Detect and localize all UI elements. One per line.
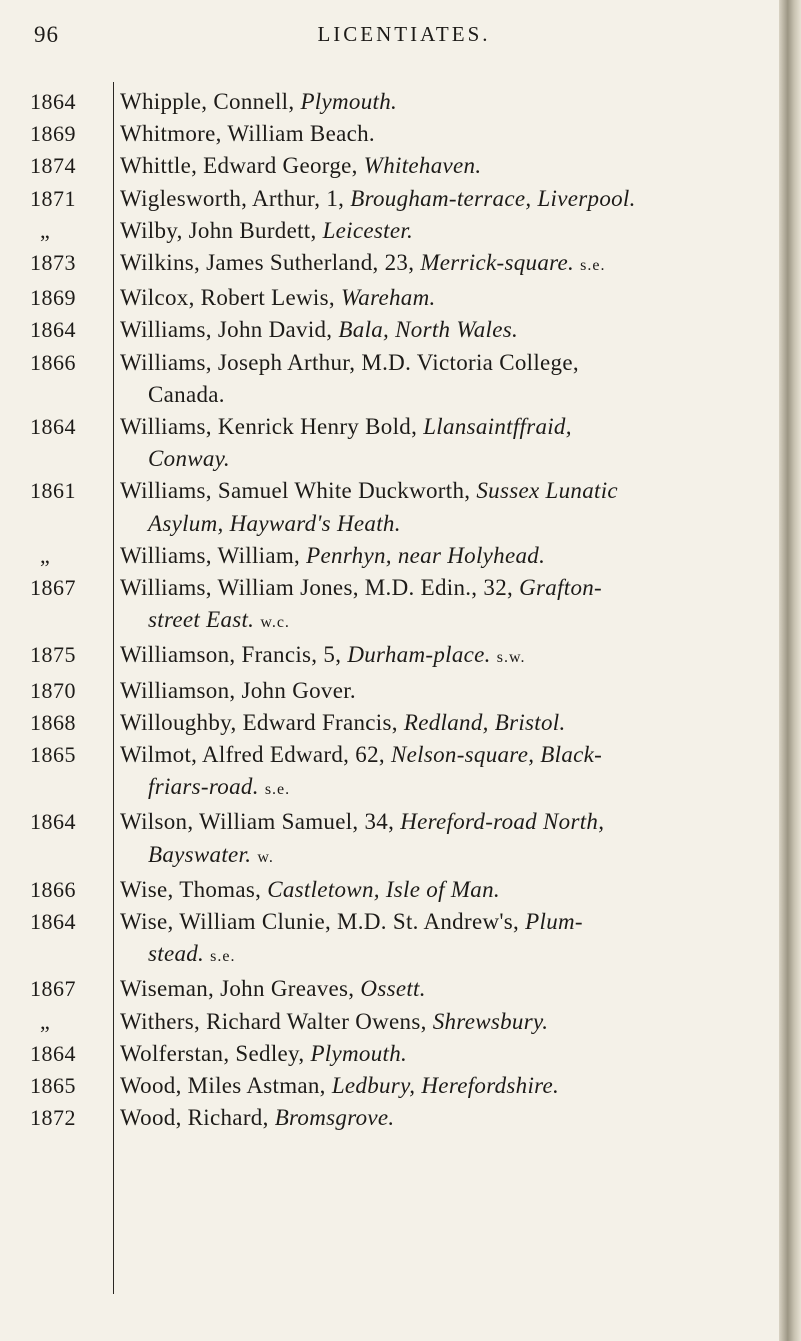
entry-name: Wood, Richard, (120, 1105, 269, 1131)
licentiates-list (30, 86, 775, 1135)
list-item (30, 247, 775, 282)
list-item (30, 411, 775, 475)
entry-name: Whipple, Connell, (120, 89, 295, 114)
entry-name: Wise, Thomas, (120, 876, 262, 902)
entry-text (120, 639, 775, 674)
entry-text (120, 282, 775, 314)
entry-name: Wolferstan, Sedley, (120, 1040, 305, 1066)
entry-district: s.w. (496, 649, 526, 667)
running-title: LICENTIATES. (317, 22, 491, 46)
entry-text (120, 411, 775, 475)
entry-text (120, 215, 775, 247)
entry-name: Williams, Kenrick Henry Bold, (120, 414, 418, 440)
entry-continuation-text: Conway. (148, 446, 230, 472)
entry-text (120, 739, 775, 806)
list-item (30, 806, 775, 873)
list-item (30, 215, 775, 247)
entry-year: 1864 (30, 809, 76, 835)
entry-text (120, 347, 775, 411)
entry-year: 1866 (30, 349, 76, 375)
entry-text (120, 572, 775, 639)
entry-year: 1861 (30, 478, 76, 504)
entry-name: Wilson, William Samuel, 34, (120, 809, 395, 835)
entry-name: Williams, Samuel White Duckworth, (120, 478, 471, 504)
list-item (30, 1038, 775, 1070)
list-item (30, 314, 775, 346)
entry-year: 1867 (30, 976, 76, 1002)
entry-name: Wilkins, James Sutherland, 23, (120, 250, 415, 276)
page-number: 96 (34, 22, 59, 47)
entry-text (120, 675, 775, 707)
list-item (30, 675, 775, 707)
entry-place: Castletown, Isle of Man. (267, 876, 500, 902)
entry-continuation (120, 771, 775, 806)
entry-year: 1870 (30, 677, 76, 703)
entry-continuation-text: street East. (148, 607, 255, 633)
entry-name: Withers, Richard Walter Owens, (120, 1008, 427, 1034)
entry-continuation (120, 379, 775, 411)
entry-text (120, 86, 775, 118)
entry-continuation (120, 839, 775, 874)
entry-place: Plymouth. (300, 89, 398, 114)
entry-district: s.e. (264, 781, 291, 799)
entry-text (120, 1006, 775, 1038)
list-item (30, 118, 775, 150)
list-item (30, 347, 775, 411)
page-header (34, 22, 774, 62)
entry-text (120, 314, 775, 346)
entry-continuation (120, 508, 775, 540)
entry-name: Wilcox, Robert Lewis, (120, 285, 335, 311)
entry-year: 1864 (30, 89, 76, 114)
page-edge (779, 0, 801, 1341)
list-item (30, 906, 775, 973)
entry-year: 1865 (30, 1073, 76, 1099)
entry-place: Hereford-road North, (400, 809, 605, 835)
entry-name: Whittle, Edward George, (120, 153, 358, 179)
entry-name: Wise, William Clunie, M.D. St. Andrew's, (120, 909, 520, 935)
entry-year: 1875 (30, 642, 76, 668)
entry-year: 1864 (30, 317, 76, 343)
entry-year: 1868 (30, 709, 76, 735)
entry-place: Wareham. (340, 285, 436, 311)
entry-name: Wiseman, John Greaves, (120, 976, 355, 1002)
entry-year: 1872 (30, 1105, 76, 1131)
entry-text (120, 1038, 775, 1070)
entry-continuation-text: friars-road. (148, 774, 259, 800)
entry-district: s.e. (580, 257, 606, 275)
list-item (30, 150, 775, 182)
entry-year: 1869 (30, 121, 76, 147)
entry-continuation-text: Bayswater. (148, 841, 252, 867)
entry-name: Wilby, John Burdett, (120, 217, 317, 243)
list-item (30, 572, 775, 639)
entry-name: Williams, Joseph Arthur, M.D. Victoria College, (120, 349, 579, 375)
list-item (30, 707, 775, 739)
entry-text (120, 874, 775, 906)
entry-year: „ (40, 217, 51, 243)
entry-district: s.e. (210, 948, 236, 966)
entry-continuation (120, 938, 775, 973)
entry-year: 1864 (30, 414, 76, 440)
entry-text (120, 707, 775, 739)
entry-place: Ossett. (360, 976, 426, 1002)
entry-year: 1873 (30, 250, 76, 276)
entry-place: Plum- (525, 909, 583, 935)
entry-continuation (120, 443, 775, 475)
entry-year: 1864 (30, 909, 76, 935)
list-item (30, 1070, 775, 1102)
entry-text (120, 247, 775, 282)
entry-text (120, 150, 775, 182)
list-item (30, 86, 775, 118)
entry-place: Brougham-terrace, Liverpool. (350, 185, 636, 211)
entry-continuation-text: stead. (148, 941, 205, 967)
entry-year: „ (40, 1008, 51, 1034)
entry-year: 1865 (30, 742, 76, 768)
entry-text (120, 1102, 775, 1134)
entry-place: Grafton- (519, 575, 603, 601)
entry-place: Penrhyn, near Holyhead. (306, 542, 546, 568)
entry-place: Plymouth. (310, 1040, 408, 1066)
entry-name: Williams, John David, (120, 317, 333, 343)
entry-place: Sussex Lunatic (476, 478, 618, 504)
list-item (30, 282, 775, 314)
entry-place: Nelson-square, Black- (391, 742, 603, 768)
list-item (30, 973, 775, 1005)
entry-text (120, 973, 775, 1005)
entry-year: „ (40, 542, 51, 568)
entry-place: Redland, Bristol. (403, 709, 566, 735)
list-item (30, 540, 775, 572)
entry-name: Williams, William Jones, M.D. Edin., 32, (120, 575, 514, 601)
entry-place: Llansaintffraid, (423, 414, 572, 440)
entry-place: Bromsgrove. (274, 1105, 395, 1131)
entry-district: w. (257, 848, 274, 866)
entry-year: 1864 (30, 1040, 76, 1066)
entry-name: Williamson, Francis, 5, (120, 642, 342, 668)
entry-continuation (120, 604, 775, 639)
list-item (30, 639, 775, 674)
entry-name: Wiglesworth, Arthur, 1, (120, 185, 345, 211)
entry-place: Ledbury, Herefordshire. (331, 1073, 560, 1099)
entry-year: 1874 (30, 153, 76, 179)
entry-year: 1867 (30, 575, 76, 601)
entry-place: Durham-place. (347, 642, 491, 668)
list-item (30, 1102, 775, 1134)
entry-year: 1871 (30, 185, 76, 211)
entry-text (120, 118, 775, 150)
entry-text (120, 906, 775, 973)
entry-name: Williamson, John Gover. (120, 677, 356, 703)
entry-text (120, 540, 775, 572)
entry-name: Wood, Miles Astman, (120, 1073, 326, 1099)
list-item (30, 739, 775, 806)
entry-name: Whitmore, William Beach. (120, 121, 375, 147)
entry-place: Bala, North Wales. (338, 317, 519, 343)
entry-year: 1866 (30, 876, 76, 902)
entry-text (120, 1070, 775, 1102)
entry-text (120, 806, 775, 873)
entry-text (120, 183, 775, 215)
list-item (30, 183, 775, 215)
entry-continuation-text: Canada. (148, 381, 225, 407)
entry-year: 1869 (30, 285, 76, 311)
entry-name: Wilmot, Alfred Edward, 62, (120, 742, 385, 768)
entry-name: Willoughby, Edward Francis, (120, 709, 398, 735)
entry-district: w.c. (260, 614, 290, 632)
entry-text (120, 475, 775, 539)
entry-place: Leicester. (322, 217, 414, 243)
list-item (30, 874, 775, 906)
list-item (30, 475, 775, 539)
entry-continuation-text: Asylum, Hayward's Heath. (148, 510, 401, 536)
entry-place: Merrick-square. (420, 250, 575, 276)
entry-name: Williams, William, (120, 542, 301, 568)
list-item (30, 1006, 775, 1038)
entry-place: Shrewsbury. (432, 1008, 549, 1034)
entry-place: Whitehaven. (363, 153, 482, 179)
